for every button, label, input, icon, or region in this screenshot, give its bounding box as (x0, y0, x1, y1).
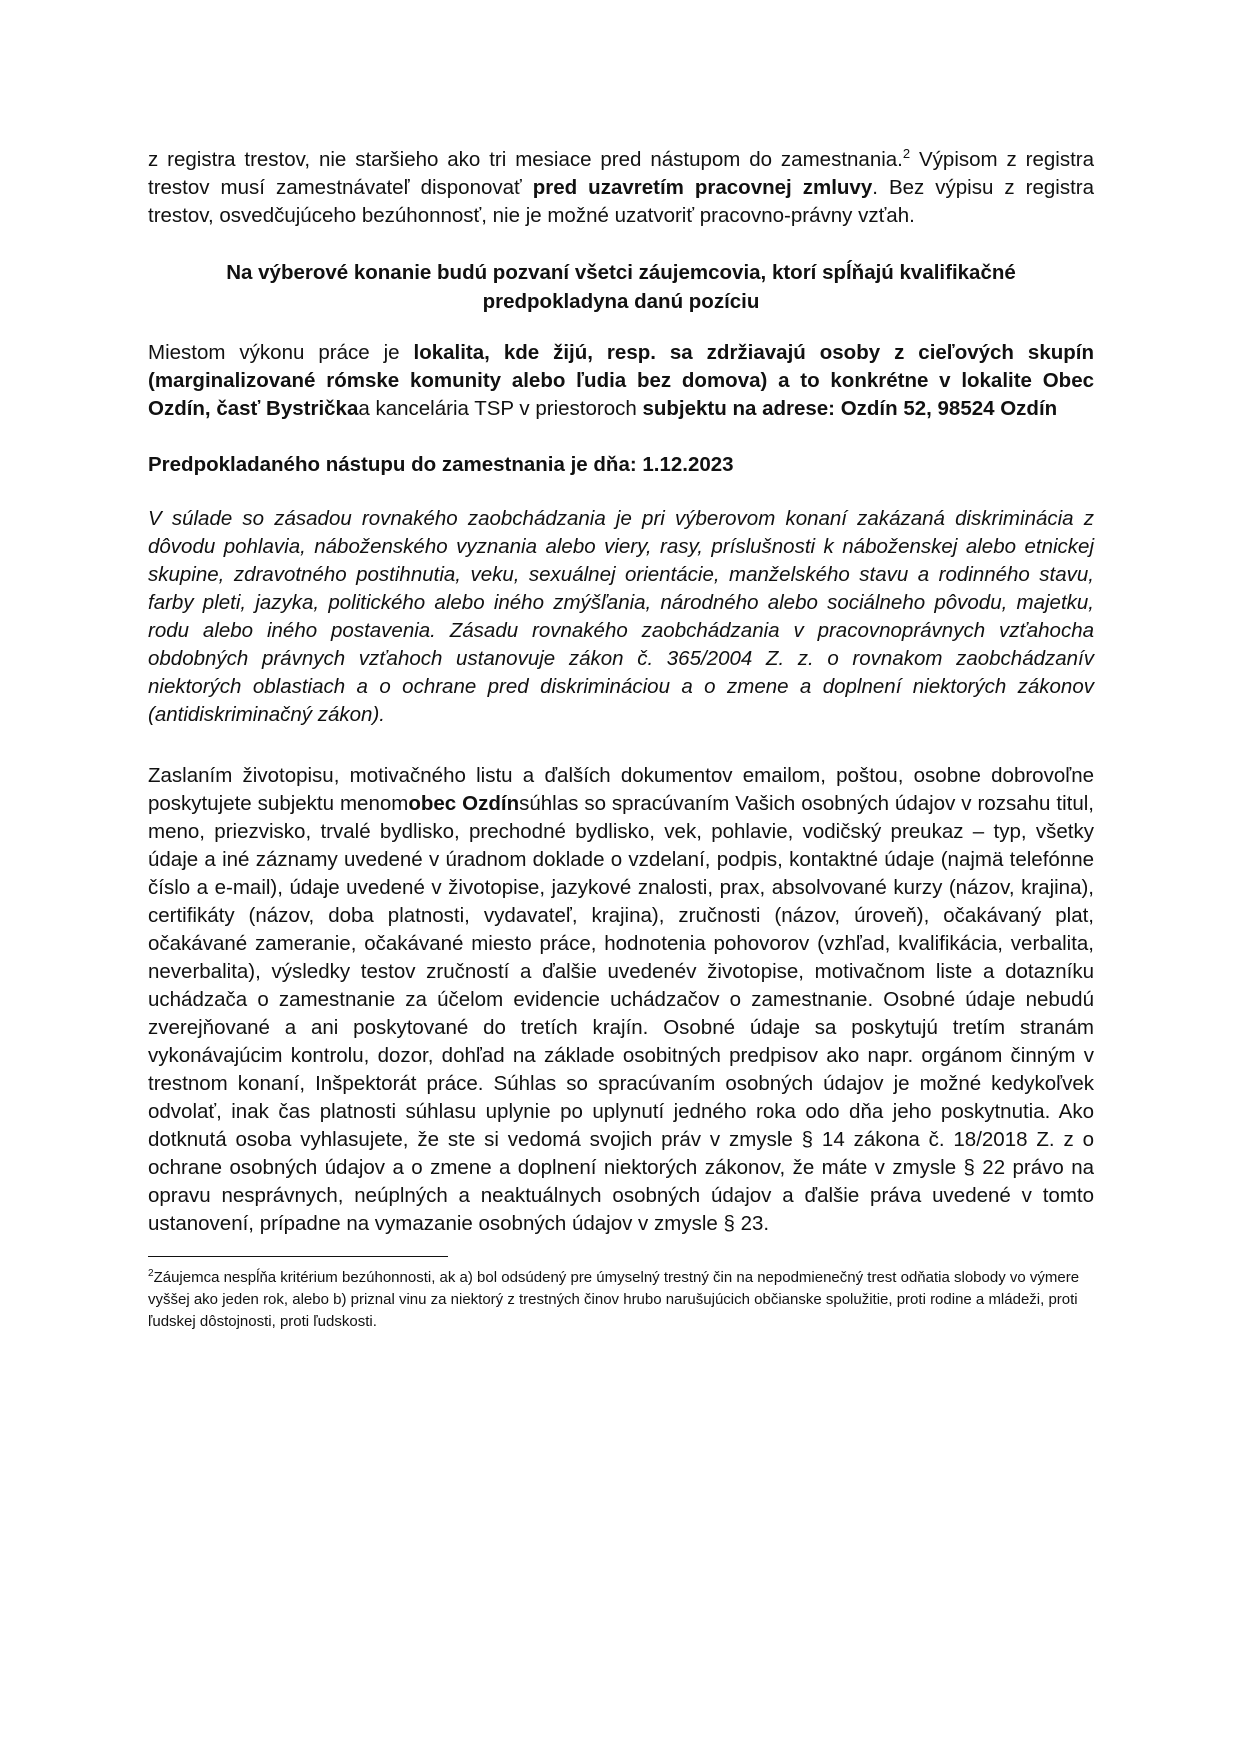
footnote (148, 1267, 1094, 1333)
section-heading (148, 258, 1094, 316)
footnote-text: Záujemca nespĺňa kritérium bezúhonnosti, ak a) bol odsúdený pre úmyselný trestný čin na nepodmienečný trest odňatia slobody vo výmere vyššej ako jeden rok, alebo b) priznal vinu za niektorý z trestných činov hrubo narušujúcich občianske spolužitie, proti rodine a mládeži, proti ľudskej dôstojnosti, proti ľudskosti. (148, 1269, 1080, 1330)
footnote-reference[interactable]: 2 (902, 146, 911, 162)
paragraph-text: Miestom výkonu práce je (148, 341, 414, 364)
paragraph-text: . Bez výpisu z registra trestov, osvedčujúceho bezúhonnosť, nie je možné uzatvoriť pracovno-právny vzťah. (148, 176, 1094, 227)
paragraph-work-location (148, 339, 1094, 423)
heading-line-1: Na výberové konanie budú pozvaní všetci záujemcovia, ktorí spĺňajú kvalifikačné (226, 261, 1016, 284)
paragraph-bold-text: subjektu na adrese: Ozdín 52, 98524 Ozdín (642, 397, 1058, 420)
paragraph-personal-data-consent (148, 762, 1094, 1238)
paragraph-text: súhlas so spracúvaním Vašich osobných údajov v rozsahu titul, meno, priezvisko, trvalé bydlisko, prechodné bydlisko, vek, pohlavie, vodičský preukaz – typ, všetky údaje a iné záznamy uvedené v úradnom doklade o vzdelaní, podpis, kontaktné údaje (najmä telefónne číslo a e-mail), údaje uvedené v životopise, jazykové znalosti, prax, absolvované kurzy (názov, krajina), certifikáty (názov, doba platnosti, vydavateľ, krajina), zručnosti (názov, úroveň), očakávaný plat, očakávané zameranie, očakávané miesto práce, hodnotenia pohovorov (vzhľad, kvalifikácia, verbalita, neverbalita), výsledky testov zručností a ďalšie uvedenév životopise, motivačnom liste a dotazníku uchádzača o zamestnanie za účelom evidencie uchádzačov o zamestnanie. Osobné údaje nebudú zverejňované a ani poskytované do tretích krajín. Osobné údaje sa poskytujú tretím stranám vykonávajúcim kontrolu, dozor, dohľad na základe osobitných predpisov ako napr. orgánom činným v trestnom konaní, Inšpektorát práce. Súhlas so spracúvaním osobných údajov je možné kedykoľvek odvolať, inak čas platnosti súhlasu uplynie po uplynutí jedného roka odo dňa jeho poskytnutia. Ako dotknutá osoba vyhlasujete, že ste si vedomá svojich práv v zmysle § 14 zákona č. 18/2018 Z. z o ochrane osobných údajov a o zmene a doplnení niektorých zákonov, že máte v zmysle § 22 právo na opravu nesprávnych, neúplných a neaktuálnych osobných údajov a ďalšie práva uvedené v tomto ustanovení, prípadne na vymazanie osobných údajov v zmysle § 23. (148, 792, 1094, 1235)
footnote-separator (148, 1256, 448, 1257)
paragraph-equal-treatment: V súlade so zásadou rovnakého zaobchádzania je pri výberovom konaní zakázaná diskriminácia z dôvodu pohlavia, náboženského vyznania alebo viery, rasy, príslušnosti k náboženskej alebo etnickej skupine, zdravotného postihnutia, veku, sexuálnej orientácie, manželského stavu a rodinného stavu, farby pleti, jazyka, politického alebo iného zmýšľania, národného alebo sociálneho pôvodu, majetku, rodu alebo iného postavenia. Zásadu rovnakého zaobchádzania v pracovnoprávnych vzťahocha obdobných právnych vzťahoch ustanovuje zákon č. 365/2004 Z. z. o rovnakom zaobchádzanív niektorých oblastiach a o ochrane pred diskrimináciou a o zmene a doplnení niektorých zákonov (antidiskriminačný zákon). (148, 507, 1094, 726)
paragraph-bold-text: lokalita, kde žijú, resp. sa zdržiavajú osoby z cieľových skupín (marginalizované rómske komunity alebo ľudia bez domova) a to konkrétne v lokalite Obec Ozdín, časť Bystrička (148, 341, 1094, 420)
paragraph-criminal-record (148, 146, 1094, 230)
paragraph-bold-text: obec Ozdín (408, 792, 520, 815)
paragraph-text: Výpisom z registra trestov musí zamestnávateľ disponovať (148, 148, 1094, 199)
paragraph-text: a kancelária TSP v priestoroch (358, 397, 643, 420)
paragraph-bold-text: pred uzavretím pracovnej zmluvy (532, 176, 873, 199)
document-page (148, 146, 1094, 1333)
paragraph-start-date: Predpokladaného nástupu do zamestnania je dňa: 1.12.2023 (148, 453, 734, 476)
paragraph-text: z registra trestov, nie staršieho ako tri mesiace pred nástupom do zamestnania. (148, 148, 903, 171)
paragraph-text: Zaslaním životopisu, motivačného listu a ďalších dokumentov emailom, poštou, osobne dobrovoľne poskytujete subjektu menom (148, 764, 1094, 815)
heading-line-2: predpokladyna danú pozíciu (482, 290, 760, 313)
footnote-number: 2 (148, 1268, 154, 1279)
